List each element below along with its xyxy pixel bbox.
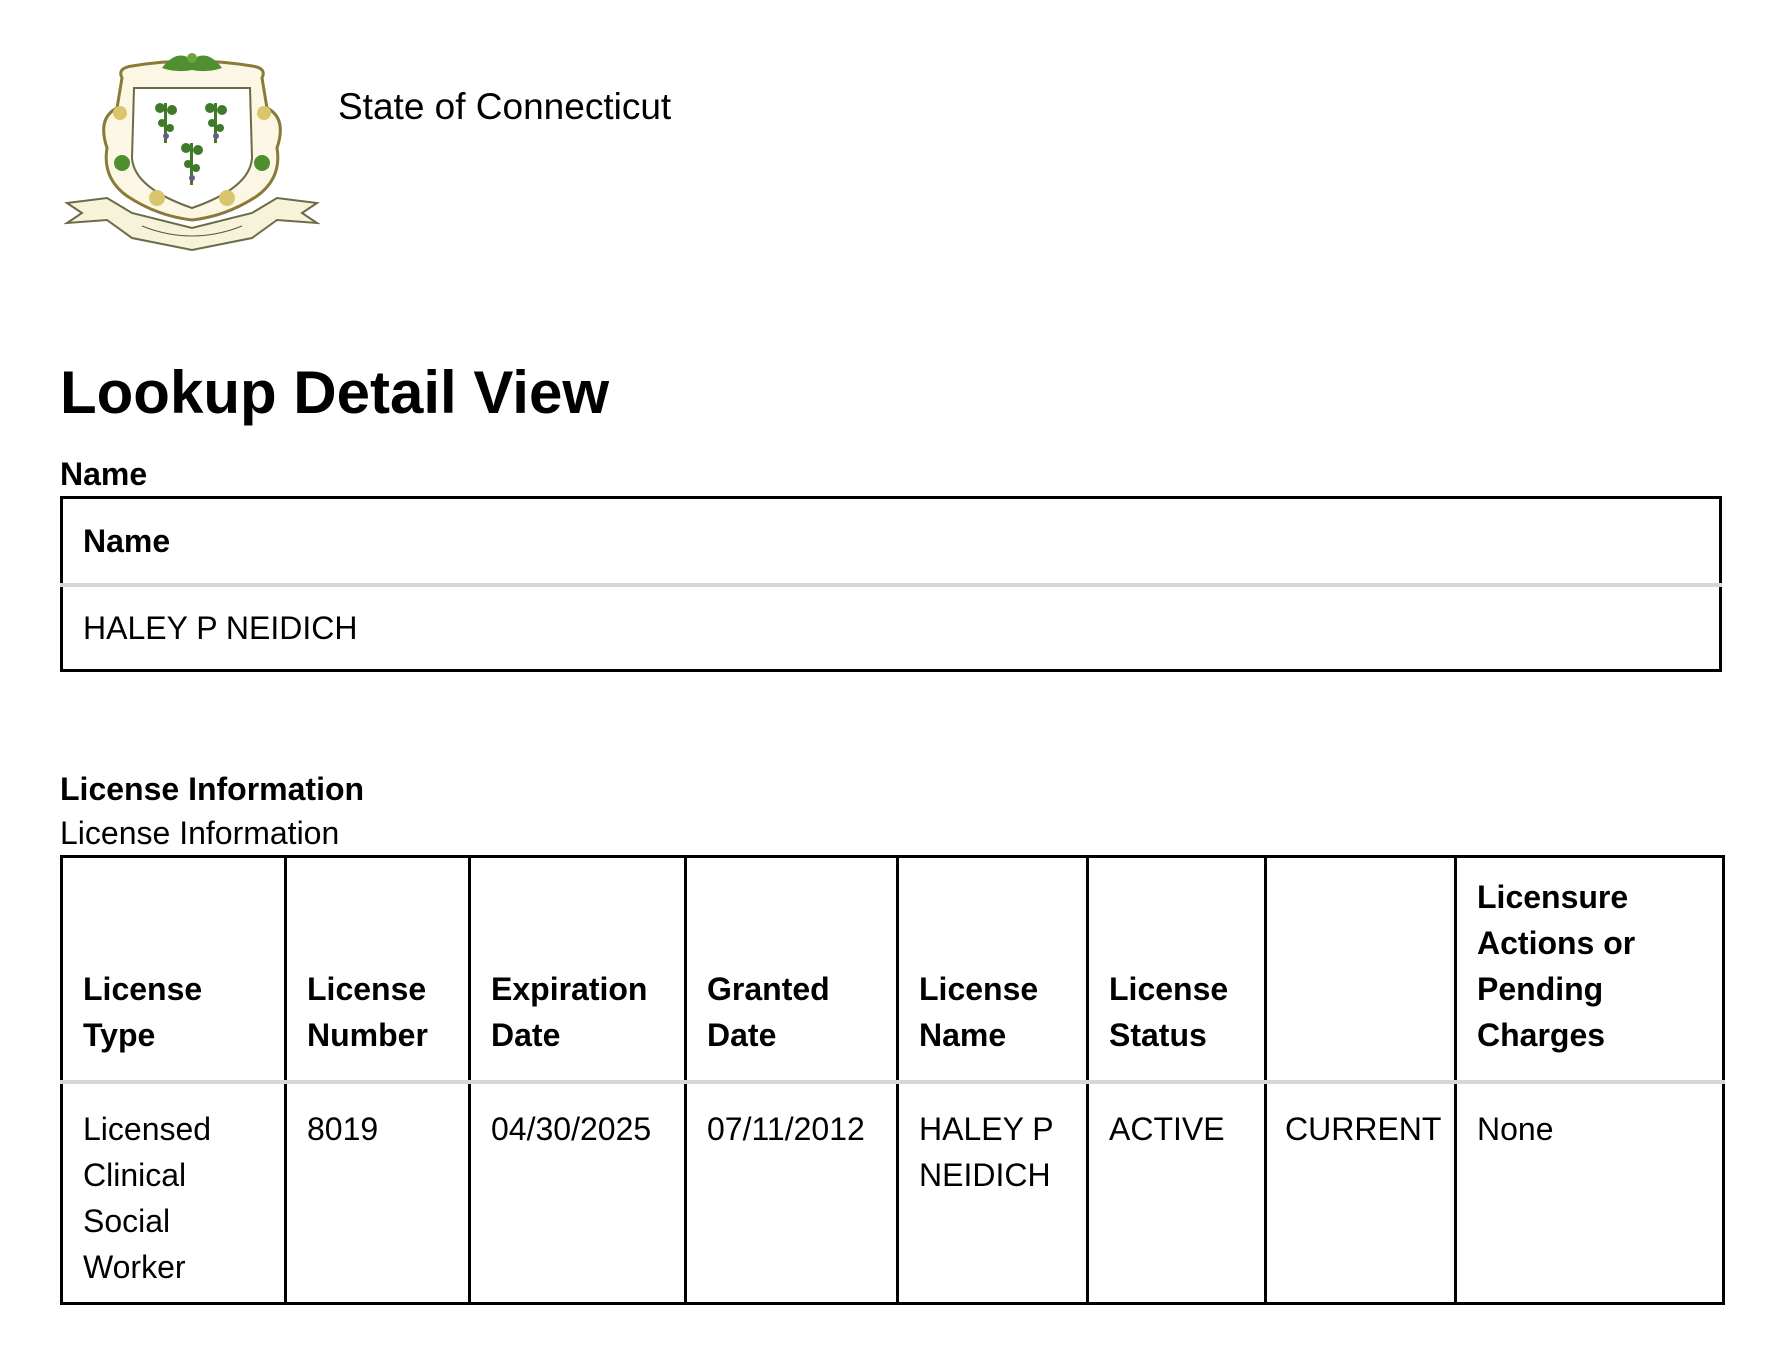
name-column-header: Name (62, 498, 1721, 586)
name-section-label: Name (60, 456, 148, 492)
license-table (60, 855, 1725, 1305)
cell-licensure-actions: None (1456, 1082, 1724, 1304)
cell-license-type: Licensed Clinical Social Worker (83, 1111, 212, 1285)
name-table (60, 496, 1722, 672)
state-seal-logo (62, 48, 322, 268)
column-header-license-number: License Number (286, 857, 470, 1083)
column-header-license-type: License Type (62, 857, 286, 1083)
cell-license-number: 8019 (286, 1082, 470, 1304)
column-header-license-status: License Status (1088, 857, 1266, 1083)
column-header-granted-date: Granted Date (686, 857, 898, 1083)
license-table-caption: License Information (60, 815, 340, 851)
name-table-row (62, 585, 1721, 671)
cell-license-status: ACTIVE (1088, 1082, 1266, 1304)
name-table-header-row (62, 498, 1721, 586)
column-header-blank (1266, 857, 1456, 1083)
cell-license-name: HALEY P NEIDICH (898, 1082, 1088, 1304)
state-name: State of Connecticut (338, 86, 672, 127)
column-header-license-name: License Name (898, 857, 1088, 1083)
cell-expiration-date: 04/30/2025 (470, 1082, 686, 1304)
name-value: HALEY P NEIDICH (83, 609, 358, 646)
license-table-header-row (62, 857, 1724, 1083)
table-row (62, 1082, 1724, 1304)
site-header (62, 48, 322, 268)
page-title: Lookup Detail View (60, 359, 609, 426)
column-header-licensure-actions: Licensure Actions or Pending Charges (1456, 857, 1724, 1083)
cell-granted-date: 07/11/2012 (686, 1082, 898, 1304)
license-section-label: License Information (60, 771, 365, 807)
cell-currency-status: CURRENT (1266, 1082, 1456, 1304)
column-header-expiration-date: Expiration Date (470, 857, 686, 1083)
